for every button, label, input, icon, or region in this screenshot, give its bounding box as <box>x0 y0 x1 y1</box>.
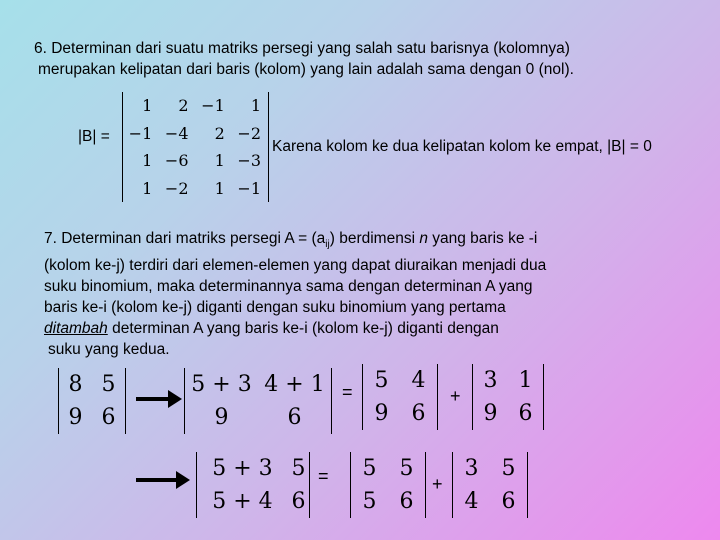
matrix-cell: 2 <box>214 123 225 143</box>
det-cell: 9 <box>214 404 229 430</box>
det-cell: 9 <box>374 400 389 426</box>
matrix-cell: 2 <box>178 96 189 116</box>
det-cell: 6 <box>501 488 516 514</box>
det-cell: 4 + 1 <box>264 371 325 397</box>
det-b-label: |B| = <box>78 128 110 145</box>
det-cell: 3 <box>483 367 498 393</box>
item6-line1: 6. Determinan dari suatu matriks persegi yang salah satu barisnya (kolomnya) <box>34 40 570 57</box>
det-cell: 6 <box>411 400 426 426</box>
item7-line1-mid: ) berdimensi <box>329 230 420 247</box>
det-cell: 4 <box>464 488 479 514</box>
matrix-cell: −6 <box>164 151 189 171</box>
det-c <box>362 364 438 430</box>
item7-n: n <box>419 230 428 247</box>
arrow-icon <box>136 478 178 482</box>
matrix-cell: 1 <box>142 151 153 171</box>
matrix-cell: −1 <box>201 96 225 116</box>
item6-note: Karena kolom ke dua kelipatan kolom ke empat, |B| = 0 <box>272 138 652 155</box>
equals-sign: = <box>318 466 329 486</box>
item7-line6: suku yang kedua. <box>48 341 170 359</box>
det-cell: 9 <box>68 404 83 430</box>
plus-sign: + <box>432 474 443 494</box>
det-cell: 5 + 3 <box>212 455 273 481</box>
item7-line5 <box>44 318 712 339</box>
matrix-cell: −2 <box>164 178 189 198</box>
det-cell: 8 <box>68 371 83 397</box>
item7-line1-pre: 7. Determinan dari matriks persegi A = (a <box>44 230 326 247</box>
det-g <box>452 452 528 518</box>
item7-subscript: ij <box>325 239 330 251</box>
item7-paragraph <box>44 228 712 360</box>
item7-line1 <box>44 228 712 255</box>
matrix-cell: −1 <box>128 123 153 143</box>
det-b <box>184 368 332 434</box>
det-cell: 5 <box>291 455 306 481</box>
matrix-cell: −1 <box>237 178 261 198</box>
det-cell: 6 <box>291 488 306 514</box>
item7-line1-post: yang baris ke -i <box>427 230 538 247</box>
matrix-cell: 1 <box>214 178 225 198</box>
matrix-cell: 1 <box>250 96 261 116</box>
det-d <box>472 364 544 430</box>
item7-line3: suku binomium, maka determinannya sama dengan determinan A yang <box>44 278 533 296</box>
det-cell: 6 <box>518 400 533 426</box>
arrow-icon <box>136 397 170 401</box>
item6-paragraph <box>34 38 714 80</box>
equals-sign: = <box>342 382 353 402</box>
det-a <box>58 368 126 434</box>
item7-line2: (kolom ke-j) terdiri dari elemen-elemen yang dapat diuraikan menjadi dua <box>44 257 547 275</box>
det-f <box>350 452 426 518</box>
matrix-cell: −4 <box>164 123 189 143</box>
det-cell: 6 <box>399 488 414 514</box>
matrix-cell: −2 <box>237 123 261 143</box>
item7-line4: baris ke-i (kolom ke-j) diganti dengan suku binomium yang pertama <box>44 299 506 317</box>
det-cell: 6 <box>101 404 116 430</box>
det-cell: 3 <box>464 455 479 481</box>
det-cell: 5 <box>362 455 377 481</box>
matrix-cell: −3 <box>237 151 261 171</box>
det-e <box>196 452 310 518</box>
det-cell: 6 <box>287 404 302 430</box>
det-cell: 5 + 3 <box>191 371 252 397</box>
det-cell: 5 <box>101 371 116 397</box>
matrix-b-determinant <box>122 92 269 202</box>
det-cell: 5 + 4 <box>212 488 273 514</box>
det-cell: 5 <box>501 455 516 481</box>
det-cell: 9 <box>483 400 498 426</box>
matrix-cell: 1 <box>214 151 225 171</box>
det-cell: 4 <box>411 367 426 393</box>
plus-sign: + <box>450 386 461 406</box>
item7-underlined-word: ditambah <box>44 320 108 338</box>
det-cell: 5 <box>362 488 377 514</box>
matrix-cell: 1 <box>142 178 153 198</box>
matrix-cell: 1 <box>142 96 153 116</box>
det-cell: 5 <box>399 455 414 481</box>
det-cell: 5 <box>374 367 389 393</box>
item6-line2: merupakan kelipatan dari baris (kolom) yang lain adalah sama dengan 0 (nol). <box>38 61 574 78</box>
item7-line5-rest: determinan A yang baris ke-i (kolom ke-j) diganti dengan <box>107 320 499 338</box>
det-cell: 1 <box>518 367 533 393</box>
